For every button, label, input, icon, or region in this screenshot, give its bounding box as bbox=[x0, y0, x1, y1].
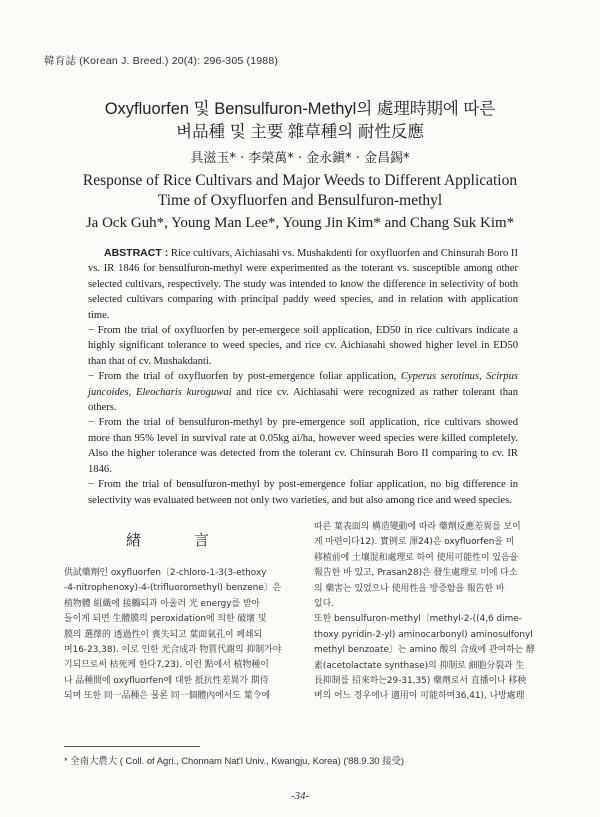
section-heading-char-2: 言 bbox=[194, 531, 210, 549]
right-column-line: thoxy pyridin-2-yl) aminocarbonyl) aminosulfonyl bbox=[314, 629, 533, 640]
abstract-paragraph-4: − From the trial of bensulfuron-methyl by pre-emergence soil application, rice cultivars showed more than 95% level in survival rate at 0.05kg ai/ha, however weed species were killed completely. Also the higher tolerance was detected from the tolerant cv. Chinsurah Boro II comparing to cv. IR 1846. bbox=[88, 417, 518, 475]
left-column-line: -4-nitrophenoxy)-4-(trifluoromethyl) benzene〕은 bbox=[64, 583, 282, 594]
english-title-line-1: Response of Rice Cultivars and Major Weeds to Different Application bbox=[82, 172, 518, 189]
right-column-line: 있다. bbox=[314, 598, 334, 609]
left-column-line: 供試藥劑인 oxyfluorfen〔2-chloro-1-3(3-ethoxy bbox=[64, 568, 267, 578]
right-column-line: 또한 bensulfuron-methyl〔methyl-2-((4,6 dime- bbox=[314, 614, 522, 625]
right-column-line: 벼의 어느 경우에나 適用이 可能하며36,41), 나방處理 bbox=[314, 691, 525, 702]
abstract-paragraph-2: − From the trial of oxyfluorfen by per-emergece soil application, ED50 in rice cultivars indicate a highly significant tolerance to weed species, and rice cv. Aichiasahi showed higher level in ED50 than that of cv. Mushakdanti. bbox=[88, 325, 518, 367]
abstract-label: ABSTRACT : bbox=[104, 247, 169, 259]
abstract-text-1: Rice cultivars, Aichiasahi vs. Mushakdenti for oxyfluorfen and Chinsurah Boro II vs. IR 1846 for bensulfuron-methyl were experimented as the toterant vs. susceptible among other selected cultivars, respectively. The study was intended to know the difference in selectivity of both selected cultivars comparing with principal paddy weed species, and in relation with application time. bbox=[88, 248, 518, 321]
right-column-line: 의 藥害는 있었으나 使用性을 방증함을 報告한 바 bbox=[314, 583, 505, 594]
left-column-line: 나 品種間에 oxyfluorfen에 대한 抵抗性差異가 期待 bbox=[64, 675, 269, 686]
right-column-line: 따른 葉表面의 構造變動에 따라 藥劑反應差異를 보이 bbox=[314, 522, 521, 532]
left-column-line: 植物體 組織에 接觸되과 아울러 光 energy를 받아 bbox=[64, 598, 261, 609]
left-column-line: 되며 또한 同一品種은 물론 同一個體內에서도 葉令에 bbox=[64, 691, 271, 702]
abstract-paragraph-3 bbox=[88, 369, 518, 415]
left-column-line: 膜의 選擇的 透過性이 喪失되고 葉面氣孔이 폐쇄되 bbox=[64, 629, 263, 640]
right-column-line: methyl benzoate〕는 amino 酸의 合成에 관여하는 酵 bbox=[314, 645, 536, 656]
right-column-line: 素(acetolactate synthase)의 抑制로 細胞分裂과 生 bbox=[314, 660, 525, 671]
english-title-line-2: Time of Oxyfluorfen and Bensulfuron-methyl bbox=[157, 192, 443, 209]
right-column-line: 長抑制를 招來하는29-31,35) 藥劑로서 直播이나 移秧 bbox=[314, 675, 527, 686]
left-column-text bbox=[64, 566, 286, 705]
abstract-text-3b: and rice cv. Aichiasahi were recognized as rather tolerant than others. bbox=[88, 386, 518, 414]
english-authors: Ja Ock Guh*, Young Man Lee*, Young Jin Kim* and Chang Suk Kim* bbox=[85, 215, 515, 231]
left-column-line: 기되므로써 枯死케 한다7,23). 이런 點에서 植物種이 bbox=[64, 660, 269, 671]
page-number: -34- bbox=[290, 790, 310, 802]
abstract bbox=[88, 246, 518, 508]
weed-species-names: Cyperus serotinus, Scirpus juncoides, Eleocharis kuroguwai bbox=[88, 371, 518, 398]
right-column-text bbox=[314, 520, 538, 705]
korean-authors: 具滋玉* · 李榮萬* · 金永鎭* · 金昌錫* bbox=[190, 151, 410, 166]
right-column-line: 報告한 바 있고, Prasan28)은 發生處理로 미에 다소 bbox=[314, 568, 518, 579]
footnote-rule bbox=[64, 746, 200, 747]
abstract-text-3a: − From the trial of oxyfluorfen by post-emergence foliar application, bbox=[88, 371, 401, 383]
section-heading-char-1: 緖 bbox=[126, 531, 142, 549]
footnote: * 全南大農大 ( Coll. of Agri., Chonnam Nat'l Univ., Kwangju, Korea) ('88.9.30 接受) bbox=[64, 755, 404, 766]
right-column-line: 移植前에 土壤混和處理로 하여 使用可能性이 있음을 bbox=[314, 552, 519, 563]
journal-citation: 韓育誌 (Korean J. Breed.) 20(4): 296-305 (1988) bbox=[44, 55, 279, 67]
korean-title-line-1: Oxyfluorfen 및 Bensulfuron-Methyl의 處理時期에 따른 bbox=[104, 100, 496, 118]
left-column-line: 들이게 되면 生體膜의 peroxidation에 의한 破壞 및 bbox=[64, 614, 267, 625]
abstract-paragraph-1 bbox=[88, 246, 518, 323]
abstract-paragraph-5: − From the trial of bensulfuron-methyl by post-emergence foliar application, no big difference in selectivity was evaluated between not only two varieties, and but also among rice and weed species. bbox=[88, 479, 518, 506]
korean-title-line-2: 벼品種 및 主要 雜草種의 耐性反應 bbox=[176, 123, 424, 141]
left-column-line: 며16-23,38). 이로 인한 光合成과 物質代謝의 抑制가야 bbox=[64, 644, 282, 655]
right-column-line: 게 마련이다12). 實例로 渾24)은 oxyfluorfen을 미 bbox=[314, 537, 515, 548]
